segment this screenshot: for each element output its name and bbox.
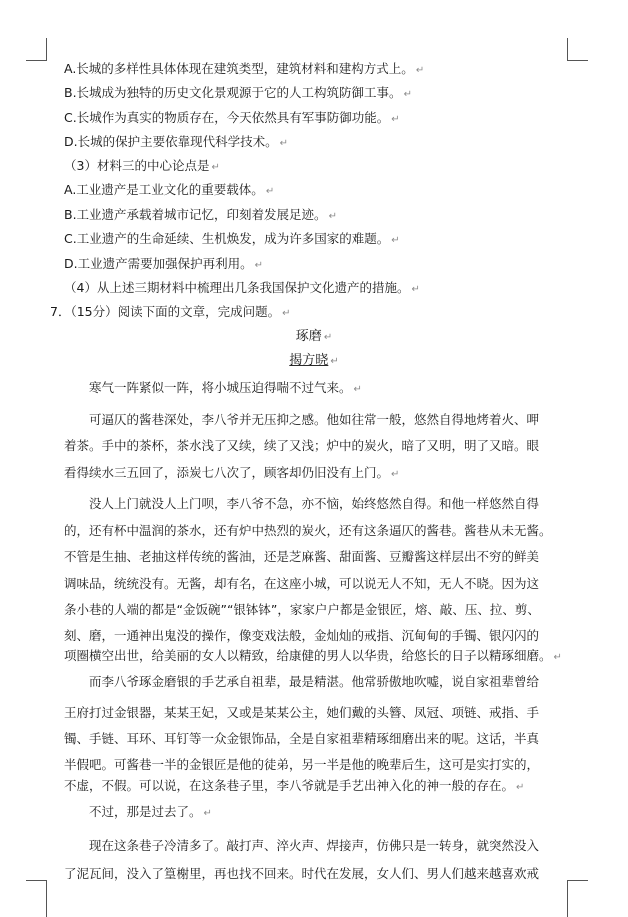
crop-mark: [26, 60, 47, 61]
question-3-label: （3）材料三的中心论点是 ↵: [64, 158, 220, 173]
article-line: 没人上门就没人上门呗，李八爷不急，亦不恼，始终悠然自得。和他一样悠然自得: [89, 496, 540, 511]
question-3-option-b: B.工业遗产承载着城市记忆，印刻着发展足迹。 ↵: [64, 207, 337, 222]
crop-mark: [567, 880, 588, 881]
crop-mark: [26, 880, 47, 881]
article-line: 可逼仄的酱巷深处，李八爷并无压抑之感。他如往常一般，悠然自得地烤着火、呷: [89, 412, 540, 427]
option-c-text: C.长城作为真实的物质存在，今天依然具有军事防御功能。 ↵: [64, 110, 400, 125]
question-7-label: 7．（15分）阅读下面的文章，完成问题。 ↵: [50, 304, 291, 319]
article-line: 了泥瓦间，没入了篁榭里，再也找不回来。时代在发展，女人们、男人们越来越喜欢戒: [64, 866, 540, 881]
article-line: 不管是生抽、老抽这样传统的酱油，还是芝麻酱、甜面酱、豆瓣酱这样层出不穷的鲜美: [64, 549, 540, 564]
option-d-text: D.长城的保护主要依靠现代科学技术。 ↵: [64, 134, 288, 149]
article-line: 不过，那是过去了。 ↵: [89, 804, 212, 819]
article-line: 镯、手链、耳环、耳钉等一众金银饰品，全是自家祖辈精琢细磨出来的呢。这话，半真: [64, 731, 540, 746]
article-line: 现在这条巷子冷清多了。敲打声、淬火声、焊接声，仿佛只是一转身，就突然没入: [89, 838, 540, 853]
article-line: 半假吧。可酱巷一半的金银匠是他的徒弟，另一半是他的晚辈后生，这可是实打实的，: [64, 757, 540, 772]
question-3-option-d: D.工业遗产需要加强保护再利用。 ↵: [64, 256, 263, 271]
article-author: 揭方晓 ↵: [289, 353, 339, 368]
article-line: 王府打过金银器，某某王妃，又或是某某公主，她们戴的头簪、凤冠、项链、戒指、手: [64, 705, 540, 720]
crop-mark: [567, 880, 568, 917]
option-b-text: B.长城成为独特的历史文化景观源于它的人工构筑防御工事。 ↵: [64, 85, 412, 100]
article-line: 项圈横空出世，给美丽的女人以精致，给康健的男人以华贵，给悠长的日子以精琢细磨。 ↵: [64, 648, 562, 663]
article-title: 琢磨 ↵: [295, 329, 333, 344]
article-line: 条小巷的人端的都是“金饭碗”“银钵钵”，家家户户都是金银匠，熔、敲、压、拉、剪、: [64, 602, 540, 617]
article-line: 不虚，不假。可以说，在这条巷子里，李八爷就是手艺出神入化的神一般的存在。 ↵: [64, 778, 525, 793]
article-line: 着茶。手中的茶杯，茶水浅了又续，续了又浅；炉中的炭火，暗了又明，明了又暗。眼: [64, 438, 540, 453]
crop-mark: [567, 38, 568, 60]
article-line: 看得续水三五回了，添炭七八次了，顾客却仍旧没有上门。 ↵: [64, 465, 400, 480]
question-4-label: （4）从上述三期材料中梳理出几条我国保护文化遗产的措施。 ↵: [64, 280, 420, 295]
article-line: 刻、磨，一通神出鬼没的操作，像变戏法般，金灿灿的戒指、沉甸甸的手镯、银闪闪的: [64, 628, 540, 643]
article-line: 调味品，统统没有。无酱，却有名，在这座小城，可以说无人不知，无人不晓。因为这: [64, 576, 540, 591]
option-a-text: A.长城的多样性具体体现在建筑类型，建筑材料和建构方式上。 ↵: [64, 61, 425, 76]
question-3-option-a: A.工业遗产是工业文化的重要载体。 ↵: [64, 182, 275, 197]
question-3-option-c: C.工业遗产的生命延续、生机焕发，成为许多国家的难题。 ↵: [64, 231, 400, 246]
crop-mark: [46, 880, 47, 917]
article-line: 的，还有杯中温润的茶水，还有炉中热烈的炭火，还有这条逼仄的酱巷。酱巷从未无酱。: [64, 523, 552, 538]
crop-mark: [567, 60, 588, 61]
crop-mark: [46, 38, 47, 60]
article-line: 寒气一阵紧似一阵，将小城压迫得喘不过气来。 ↵: [89, 380, 362, 395]
article-line: 而李八爷琢金磨银的手艺承自祖辈，最是精湛。他常骄傲地吹嘘，说自家祖辈曾给: [89, 674, 540, 689]
